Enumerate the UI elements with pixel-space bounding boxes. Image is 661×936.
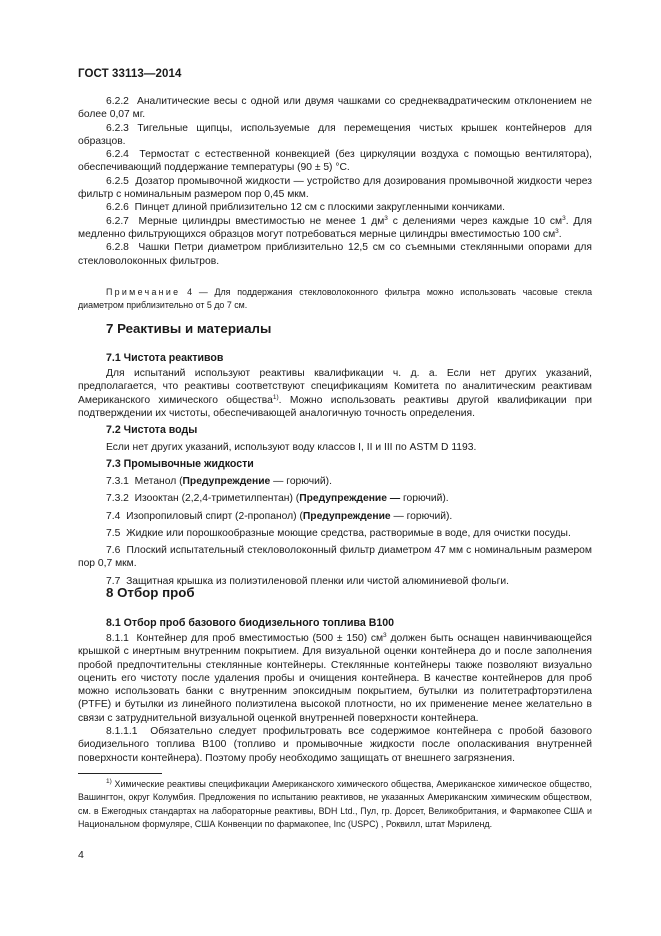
section-7-2-title: 7.2 Чистота воды xyxy=(106,424,198,436)
paragraph-8-1-1: 8.1.1 Контейнер для проб вместимостью (500 ± 150) $см^3$ должен быть оснащен навинчивающейся крышкой с инертным внутренним покрытием. Для визуальной оценки контейнера до и после заполнения пробой предпочтительны стеклянные контейнеры. Стеклянные контейнеры также позволяют визуально оценить его чистоту после удаления пробы и очищения контейнера. В качестве контейнеров для проб можно использовать банки с внутренним эпоксидным покрытием, бутылки из политетрафторэтилена (PTFE) и бутылки из линейного полиэтилена высокой плотности, но их применение менее желательно в связи с затруднительной визуальной оценкой внутренней поверхности контейнера. xyxy=(78,632,592,724)
footnote: $^{1)}$ Химические реактивы спецификации Американского химического общества, Американское химическое общество, Вашингтон, округ Колумбия. Предложения по испытанию реактивов, не указанных Американским химическим обществом, см. в Ежегодных стандартах на лабораторные реактивы, BDH Ltd., Пул, гр. Дорсет, Великобритания, и Фармакопее США и Национальном формуляре, США Конвенции по фармакопее, Inc (USPC) , Роквилл, штат Мэриленд. xyxy=(78,778,592,830)
paragraph-7-4: 7.4 Изопропиловый спирт (2-пропанол) (Предупреждение — горючий). xyxy=(106,510,453,522)
footnote-ref: 1) xyxy=(272,393,279,401)
paragraph-7-3-2: 7.3.2 Изооктан (2,2,4-триметилпентан) (Предупреждение — горючий). xyxy=(106,493,449,505)
section-7-items xyxy=(78,475,592,588)
paragraph-6-2-8: 6.2.8 Чашки Петри диаметром приблизительно 12,5 см со съемными стеклянными опорами для стекловолоконных фильтров. xyxy=(78,242,592,267)
footnote-mark: 1) xyxy=(106,778,112,785)
footnote-separator xyxy=(78,773,162,774)
section-7-title: 7 Реактивы и материалы xyxy=(106,321,272,336)
section-7-2-body: Если нет других указаний, используют воду классов I, II и III по ASTM D 1193. xyxy=(106,442,477,453)
paragraph-6-2-4: 6.2.4 Термостат с естественной конвекцией (без циркуляции воздуха с помощью вентилятора), обеспечивающий поддержание температуры (90 ± 5) °С. xyxy=(78,149,592,174)
section-8-title: 8 Отбор проб xyxy=(106,585,195,600)
section-7-3 xyxy=(78,458,592,470)
page-number: 4 xyxy=(78,849,84,861)
paragraph-8-1-1-1: 8.1.1.1 Обязательно следует профильтровать все содержимое контейнера с пробой базового биодизельного топлива В100 (топливо и промывочные жидкости после ополаскивания внутренней поверхности контейнера). Поэтому пробу необходимо защищать от внешнего загрязнения. xyxy=(78,726,592,764)
section-7-heading-block xyxy=(78,321,592,336)
section-7-1-body: Для испытаний используют реактивы квалификации ч. д. а. Если нет других указаний, предполагается, что реактивы соответствуют спецификациям Комитета по аналитическим реактивам Американского химического общества$^{1)}$. Можно использовать реактивы другой квалификации при подтверждении их чистоты, обеспечивающей аналогичную точность определения. xyxy=(78,368,592,419)
note-4: Примечание 4 — Для поддержания стекловолоконного фильтра можно использовать часовые стекла диаметром приблизительно от 5 до 7 см. xyxy=(78,287,592,310)
section-7-1-title: 7.1 Чистота реактивов xyxy=(106,352,224,364)
document-header: ГОСТ 33113—2014 xyxy=(78,68,182,80)
section-7-1 xyxy=(78,352,592,364)
paragraph-7-7: 7.7 Защитная крышка из полиэтиленовой пленки или чистой алюминиевой фольги. xyxy=(106,575,509,587)
paragraph-6-2-2: 6.2.2 Аналитические весы с одной или двумя чашками со среднеквадратическим отклонением не более 0,07 мг. xyxy=(78,96,592,121)
section-8-heading-block xyxy=(78,585,592,600)
section-8-1 xyxy=(78,617,592,629)
section-7-3-title: 7.3 Промывочные жидкости xyxy=(106,458,254,470)
paragraph-6-2-6: 6.2.6 Пинцет длиной приблизительно 12 см с плоскими закругленными кончиками. xyxy=(106,202,506,214)
paragraph-6-2-5: 6.2.5 Дозатор промывочной жидкости — устройство для дозирования промывочной жидкости через фильтр с номинальным размером пор 0,45 мкм. xyxy=(78,175,592,201)
note-label: Примечание xyxy=(106,287,181,297)
paragraph-7-5: 7.5 Жидкие или порошкообразные моющие средства, растворимые в воде, для очистки посуды. xyxy=(106,527,571,539)
paragraph-6-2-3: 6.2.3 Тигельные щипцы, используемые для перемещения чистых крышек контейнеров для образцов. xyxy=(78,122,592,147)
paragraph-6-2-7: 6.2.7 Мерные цилиндры вместимостью не менее 1 $дм^3$ с делениями через каждые 10 $см^3$. Для медленно фильтрующихся образцов могут потребоваться мерные цилиндры вместимостью 100 $см^3$. xyxy=(78,214,592,240)
section-8-1-body xyxy=(78,632,592,765)
paragraph-7-3-1: 7.3.1 Метанол (Предупреждение — горючий). xyxy=(106,476,332,487)
section-6-block xyxy=(78,95,592,268)
section-8-1-title: 8.1 Отбор проб базового биодизельного топлива В100 xyxy=(106,617,395,629)
paragraph-7-6: 7.6 Плоский испытательный стекловолоконный фильтр диаметром 47 мм с номинальным размером пор 0,7 мкм. xyxy=(78,545,592,570)
section-7-2 xyxy=(78,424,592,436)
